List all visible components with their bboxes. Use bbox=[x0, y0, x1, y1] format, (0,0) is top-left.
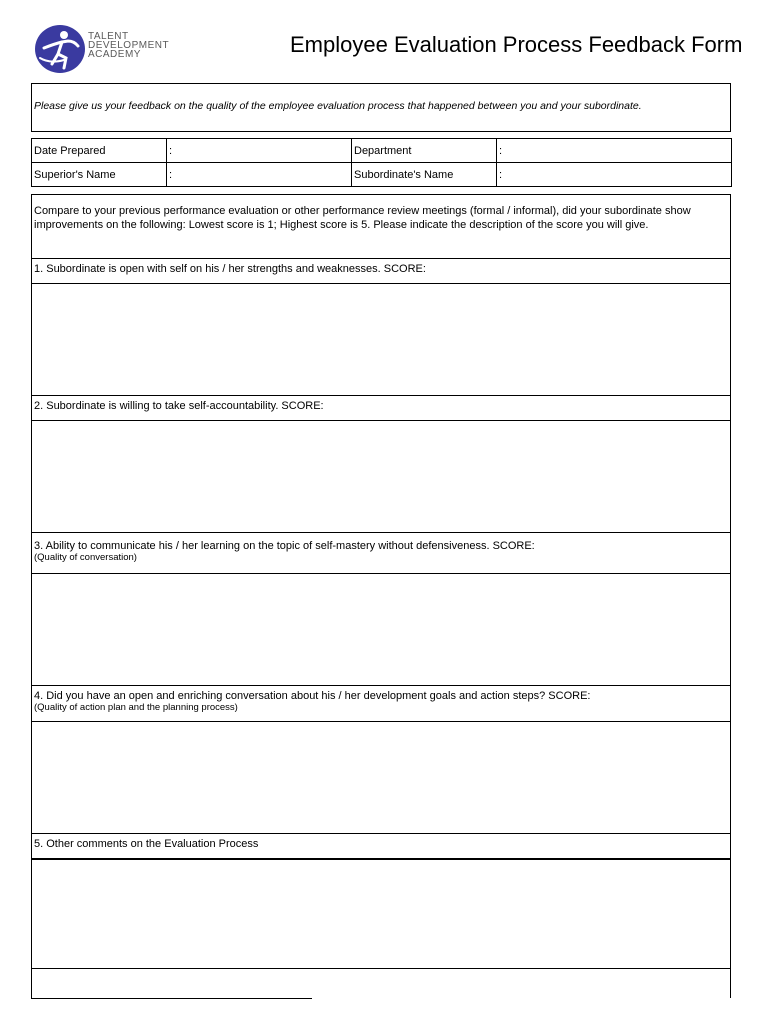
question-2-text: 2. Subordinate is willing to take self-accountability. SCORE: bbox=[34, 400, 324, 412]
question-3-subtext: (Quality of conversation) bbox=[34, 552, 137, 563]
subordinate-name-field[interactable]: : bbox=[497, 163, 732, 187]
question-1-header bbox=[31, 258, 731, 284]
instructions-box bbox=[31, 194, 731, 258]
question-5-answer[interactable] bbox=[31, 859, 731, 969]
question-4-answer[interactable] bbox=[31, 722, 731, 833]
logo-line-3: ACADEMY bbox=[88, 49, 141, 60]
question-5-text: 5. Other comments on the Evaluation Process bbox=[34, 838, 259, 850]
logo-line-1: TALENT bbox=[88, 31, 129, 42]
subordinate-name-label: Subordinate's Name bbox=[352, 163, 497, 187]
info-table bbox=[31, 138, 732, 187]
question-4-text: 4. Did you have an open and enriching conversation about his / her development goals and action steps? SCORE: bbox=[34, 690, 591, 702]
question-3-answer[interactable] bbox=[31, 574, 731, 685]
info-row-2 bbox=[32, 163, 732, 187]
date-prepared-label: Date Prepared bbox=[32, 139, 167, 163]
question-4-subtext: (Quality of action plan and the planning process) bbox=[34, 702, 238, 713]
question-3-header bbox=[31, 532, 731, 574]
page-title: Employee Evaluation Process Feedback Form bbox=[290, 32, 743, 57]
intro-box bbox=[31, 83, 731, 132]
superior-name-field[interactable]: : bbox=[167, 163, 352, 187]
logo bbox=[34, 24, 184, 74]
date-prepared-field[interactable]: : bbox=[167, 139, 352, 163]
question-5-header bbox=[31, 833, 731, 859]
logo-line-2: DEVELOPMENT bbox=[88, 40, 170, 51]
logo-text bbox=[88, 32, 169, 59]
question-3-text: 3. Ability to communicate his / her learning on the topic of self-mastery without defensiveness. SCORE: bbox=[34, 540, 535, 552]
question-1-answer[interactable] bbox=[31, 284, 731, 395]
superior-name-label: Superior's Name bbox=[32, 163, 167, 187]
info-row-1 bbox=[32, 139, 732, 163]
intro-text: Please give us your feedback on the quality of the employee evaluation process that happened between you and your subordinate. bbox=[34, 100, 642, 112]
table-left-border bbox=[31, 968, 32, 998]
table-right-border bbox=[730, 968, 731, 998]
department-field[interactable]: : bbox=[497, 139, 732, 163]
question-1-text: 1. Subordinate is open with self on his / her strengths and weaknesses. SCORE: bbox=[34, 263, 426, 275]
question-2-header bbox=[31, 395, 731, 421]
instructions-text: Compare to your previous performance evaluation or other performance review meetings (formal / informal), did your subordinate show improvements on the following: Lowest score is 1; Highest score is 5. Please indicate the description of the score you will give. bbox=[34, 205, 691, 231]
question-2-answer[interactable] bbox=[31, 421, 731, 532]
runner-logo-icon bbox=[34, 24, 86, 74]
department-label: Department bbox=[352, 139, 497, 163]
question-4-header bbox=[31, 685, 731, 722]
signature-line bbox=[31, 998, 312, 999]
